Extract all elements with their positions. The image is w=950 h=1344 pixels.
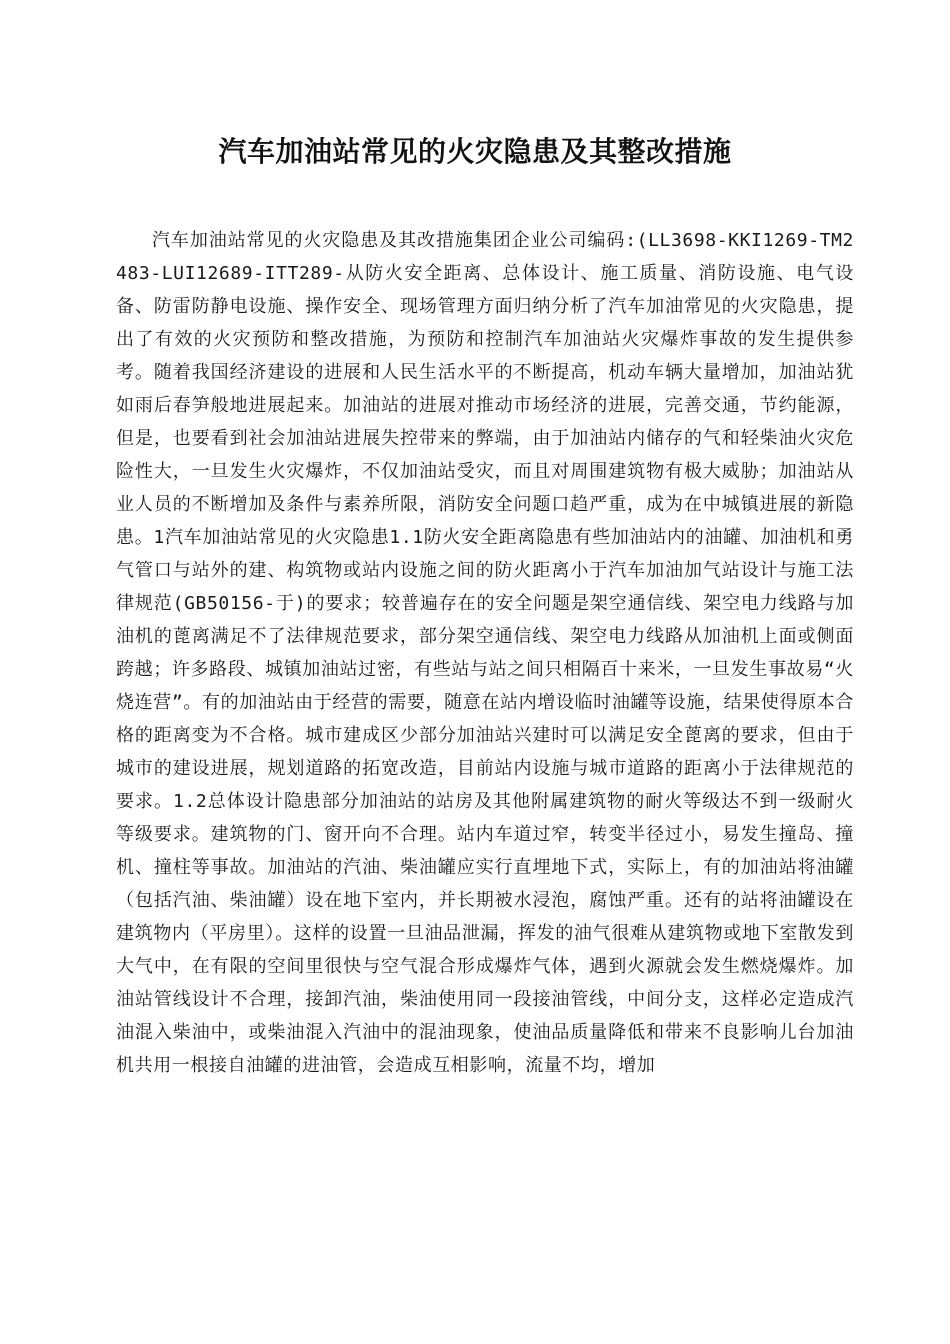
document-title: 汽车加油站常见的火灾隐患及其整改措施 xyxy=(218,135,732,168)
document-body-paragraph: 汽车加油站常见的火灾隐患及其改措施集团企业公司编码:(LL3698-KKI1269-TM2483-LUI12689-ITT289-从防火安全距离、总体设计、施工质量、消防设施、电气设备、防雷防静电设施、操作安全、现场管理方面归纳分析了汽车加油常见的火灾隐患，提出了有效的火灾预防和整改措施，为预防和控制汽车加油站火灾爆炸事故的发生提供参考。随着我国经济建设的进展和人民生活水平的不断提高，机动车辆大量增加，加油站犹如雨后春笋般地进展起来。加油站的进展对推动市场经济的进展，完善交通，节约能源，但是，也要看到社会加油站进展失控带来的弊端，由于加油站内储存的气和轻柴油火灾危险性大，一旦发生火灾爆炸，不仅加油站受灾，而且对周围建筑物有极大威胁；加油站从业人员的不断增加及条件与素养所限，消防安全问题口趋严重，成为在中城镇进展的新隐患。1汽车加油站常见的火灾隐患1.1防火安全距离隐患有些加油站内的油罐、加油机和勇气管口与站外的建、构筑物或站内设施之间的防火距离小于汽车加油加气站设计与施工法律规范(GB50156-于)的要求；较普遍存在的安全问题是架空通信线、架空电力线路与加油机的蓖离满足不了法律规范要求，部分架空通信线、架空电力线路从加油机上面或侧面跨越；许多路段、城镇加油站过密，有些站与站之间只相隔百十来米，一旦发生事故易“火烧连营”。有的加油站由于经营的需要，随意在站内增设临时油罐等设施，结果使得原本合格的距离变为不合格。城市建成区少部分加油站兴建时可以满足安全蓖离的要求，但由于城市的建设进展，规划道路的拓宽改造，目前站内设施与城市道路的距离小于法律规范的要求。1.2总体设计隐患部分加油站的站房及其他附属建筑物的耐火等级达不到一级耐火等级要求。建筑物的门、窗开向不合理。站内车道过窄，转变半径过小，易发生撞岛、撞机、撞柱等事故。加油站的汽油、柴油罐应实行直埋地下式，实际上，有的加油站将油罐（包括汽油、柴油罐）设在地下室内，并长期被水浸泡，腐蚀严重。还有的站将油罐设在建筑物内（平房里）。这样的设置一旦油品泄漏，挥发的油气很难从建筑物或地下室散发到大气中，在有限的空间里很快与空气混合形成爆炸气体，遇到火源就会发生燃烧爆炸。加油站管线设计不合理，接卸汽油，柴油使用同一段接油管线，中间分支，这样必定造成汽油混入柴油中，或柴油混入汽油中的混油现象，使油品质量降低和带来不良影响儿台加油机共用一根接自油罐的进油管，会造成互相影响，流量不均，增加 xyxy=(116,230,854,1076)
